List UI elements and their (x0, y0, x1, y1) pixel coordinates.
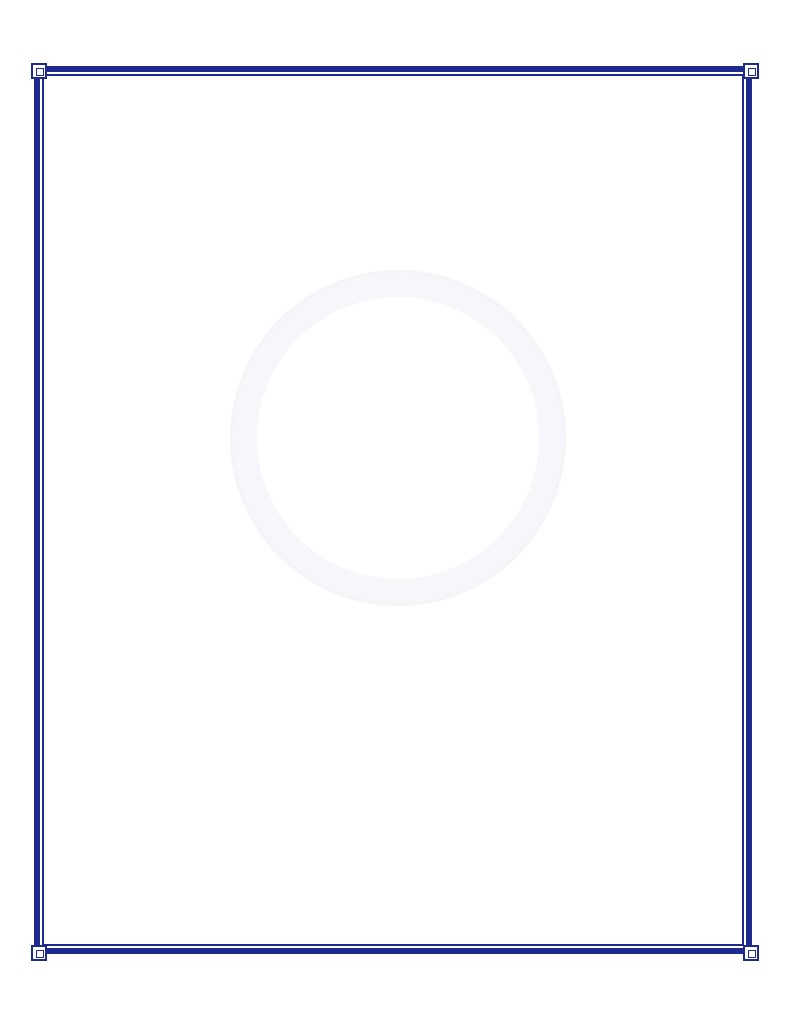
frame-corner-top-left (31, 63, 47, 79)
frame-corner-bottom-right (743, 945, 759, 961)
frame-corner-bottom-left (31, 945, 47, 961)
bottom-word-grid (62, 646, 728, 886)
frame-corner-top-right (743, 63, 759, 79)
top-word-grid (62, 132, 728, 620)
